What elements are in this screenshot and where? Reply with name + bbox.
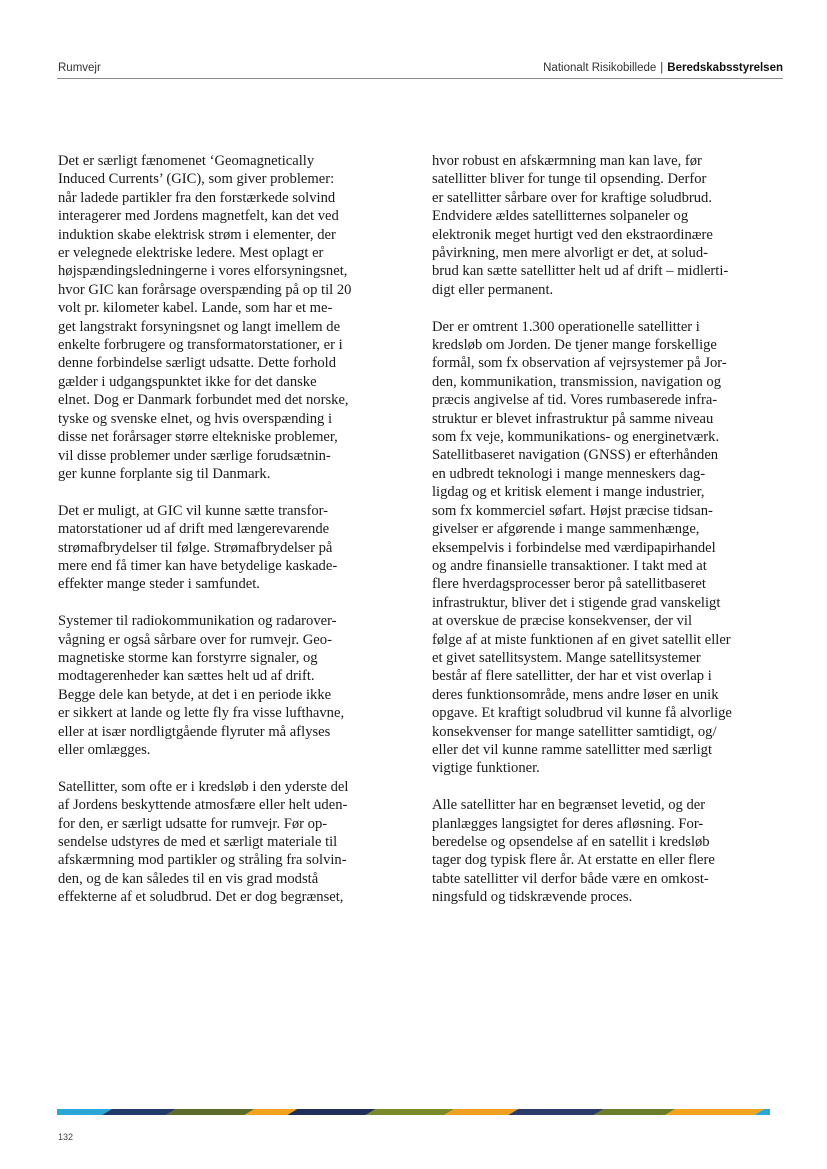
text-line: ger kunne forplante sig til Danmark.: [58, 465, 271, 482]
text-line: Det er muligt, at GIC vil kunne sætte transfor-: [58, 502, 329, 519]
text-line: givelser er afgørende i mange sammenhænge,: [432, 521, 700, 538]
text-line: hvor robust en afskærmning man kan lave, før: [432, 153, 702, 169]
text-line: vil disse problemer under særlige forudsætnin-: [58, 447, 331, 464]
text-line: en udbredt teknologi i mange menneskers dag-: [432, 465, 706, 482]
text-line: volt pr. kilometer kabel. Lande, som har et me-: [58, 300, 333, 317]
footer-color-bar: [57, 1109, 770, 1115]
text-line: tager dog typisk flere år. At erstatte en eller flere: [432, 852, 715, 869]
report-title: Nationalt Risikobillede: [543, 62, 657, 74]
text-line: tyske og svenske elnet, og hvis overspænding i: [58, 410, 333, 427]
text-line: hvor GIC kan forårsage overspænding på op til 20: [58, 281, 352, 298]
text-line: konsekvenser for mange satellitter samtidigt, og/: [432, 723, 717, 740]
text-line: og andre finansielle transaktioner. I takt med at: [432, 557, 707, 574]
text-line: induktion skabe elektrisk strøm i elementer, der: [58, 226, 336, 243]
text-line: for den, er særligt udsatte for rumvejr. Før op-: [58, 815, 328, 832]
text-line: digt eller permanent.: [432, 281, 554, 298]
header-rule: [57, 78, 783, 79]
text-line: eksempelvis i forbindelse med værdipapirhandel: [432, 539, 716, 556]
text-line: at overskue de præcise konsekvenser, der vil: [432, 613, 692, 630]
text-line: modtagerenheder kan sættes helt ud af drift.: [58, 668, 315, 685]
footer-bar-segment: [102, 1109, 176, 1115]
text-line: Det er særligt fænomenet ‘Geomagnetically: [58, 153, 315, 169]
text-line: effekterne af et soludbrud. Det er dog begrænset,: [58, 889, 344, 906]
text-line: højspændingsledningerne i vores elforsyningsnet,: [58, 263, 348, 280]
text-line: tabte satellitter vil derfor både være en omkost-: [432, 870, 709, 887]
paragraph: [432, 796, 767, 906]
text-line: den, kommunikation, transmission, navigation og: [432, 373, 722, 390]
text-line: planlægges langsigtet for deres afløsning. For-: [432, 815, 704, 832]
text-line: kredsløb om Jorden. De tjener mange forskellige: [432, 337, 717, 354]
text-line: Der er omtrent 1.300 operationelle satellitter i: [432, 318, 700, 335]
header-separator: |: [660, 62, 664, 74]
text-line: Endvidere ældes satellitternes solpaneler og: [432, 208, 689, 225]
paragraph: [58, 778, 393, 907]
text-line: den, og de kan således til en vis grad modstå: [58, 870, 319, 887]
text-line: Begge dele kan betyde, at det i en periode ikke: [58, 686, 332, 703]
paragraph: [58, 152, 393, 483]
text-line: interagerer med Jordens magnetfelt, kan det ved: [58, 208, 339, 225]
text-line: gælder i udgangspunktet ikke for det danske: [58, 373, 317, 390]
text-line: struktur er blevet infrastruktur på samme niveau: [432, 410, 714, 427]
footer-bar-segment: [594, 1109, 675, 1115]
text-line: mere end få timer kan have betydelige kaskade-: [58, 557, 338, 574]
text-line: følge af at miste funktionen af en givet satellit eller: [432, 631, 731, 648]
text-line: Alle satellitter har en begrænset levetid, og der: [432, 797, 706, 814]
running-header: [543, 62, 783, 74]
text-line: Satellitbaseret navigation (GNSS) er efterhånden: [432, 447, 719, 464]
paragraph: [432, 318, 767, 778]
text-line: flere hverdagsprocesser beror på satellitbaseret: [432, 576, 706, 593]
footer-bar-segment: [444, 1109, 518, 1115]
right-text-column: [432, 152, 767, 925]
text-line: strømafbrydelser til følge. Strømafbrydelser på: [58, 539, 333, 556]
text-line: er sikkert at lande og lette fly fra visse lufthavne,: [58, 705, 345, 722]
text-line: sendelse udstyres de med et særligt materiale til: [58, 833, 338, 850]
left-text-column: [58, 152, 393, 925]
paragraph: [432, 152, 767, 299]
organization-name: Beredskabsstyrelsen: [667, 62, 783, 74]
text-line: ningsfuld og tidskrævende proces.: [432, 889, 633, 906]
text-line: et givet satellitsystem. Mange satellitsystemer: [432, 649, 701, 666]
text-line: er velegnede elektriske ledere. Mest oplagt er: [58, 245, 324, 262]
text-line: når ladede partikler fra den forstærkede solvind: [58, 189, 336, 206]
footer-bar-segment: [665, 1109, 764, 1115]
text-line: Satellitter, som ofte er i kredsløb i den yderste del: [58, 778, 349, 795]
text-line: er satellitter sårbare over for kraftige soludbrud.: [432, 189, 713, 206]
section-title: Rumvejr: [58, 62, 101, 74]
footer-bar-segment: [508, 1109, 604, 1115]
text-line: som fx kommerciel søfart. Højst præcise tidsan-: [432, 502, 713, 519]
text-line: Systemer til radiokommunikation og radarover-: [58, 613, 337, 630]
footer-bar-segment: [366, 1109, 454, 1115]
text-line: formål, som fx observation af vejrsystemer på Jor-: [432, 355, 727, 372]
text-line: eller det vil kunne ramme satellitter med særligt: [432, 741, 713, 758]
text-line: ligdag og et kritisk element i mange industrier,: [432, 484, 705, 501]
text-line: eller omlægges.: [58, 741, 151, 758]
footer-color-bar-graphic: [57, 1109, 770, 1115]
text-line: elektronik meget hurtigt ved den ekstraordinære: [432, 226, 713, 243]
text-line: disse net forårsager større eltekniske problemer,: [58, 429, 338, 446]
footer-bar-segment: [287, 1109, 375, 1115]
text-line: beredelse og opsendelse af en satellit i kredsløb: [432, 834, 710, 850]
text-line: afskærmning mod partikler og stråling fra solvin-: [58, 852, 347, 869]
footer-bar-segment: [166, 1109, 254, 1115]
text-line: satellitter bliver for tunge til opsending. Derfor: [432, 171, 707, 188]
text-line: denne forbindelse særligt udsatte. Dette forhold: [58, 355, 337, 372]
page-number: 132: [58, 1132, 74, 1142]
text-line: matorstationer ud af drift med længerevarende: [58, 521, 330, 538]
text-line: som fx veje, kommunikations- og energinetværk.: [432, 429, 720, 446]
text-line: magnetiske storme kan forstyrre signaler, og: [58, 649, 318, 666]
text-line: opgave. Et kraftigt soludbrud vil kunne få alvorlige: [432, 705, 732, 722]
text-line: get langstrakt forsyningsnet og langt imellem de: [58, 318, 341, 335]
paragraph: [58, 612, 393, 759]
text-line: infrastruktur, bliver det i stigende grad vanskeligt: [432, 594, 721, 611]
text-line: effekter mange steder i samfundet.: [58, 576, 260, 593]
text-line: præcis angivelse af tid. Vores rumbaserede infra-: [432, 392, 718, 409]
text-line: deres funktionsområde, mens andre løser en unik: [432, 686, 719, 703]
text-line: elnet. Dog er Danmark forbundet med det norske,: [58, 392, 349, 409]
text-line: enkelte forbrugere og transformatorstationer, er i: [58, 337, 343, 354]
text-line: vigtige funktioner.: [432, 760, 540, 777]
text-line: brud kan sætte satellitter helt ud af drift – midlerti-: [432, 263, 729, 280]
paragraph: [58, 502, 393, 594]
text-line: består af flere satellitter, der har et vist overlap i: [432, 668, 712, 685]
text-line: eller at især nordligtgående flyruter må aflyses: [58, 723, 331, 740]
text-line: vågning er også sårbare over for rumvejr. Geo-: [58, 631, 332, 648]
text-line: påvirkning, men mere alvorligt er det, at solud-: [432, 245, 708, 262]
text-line: Induced Currents’ (GIC), som giver problemer:: [58, 171, 335, 188]
text-line: af Jordens beskyttende atmosfære eller helt uden-: [58, 797, 348, 814]
